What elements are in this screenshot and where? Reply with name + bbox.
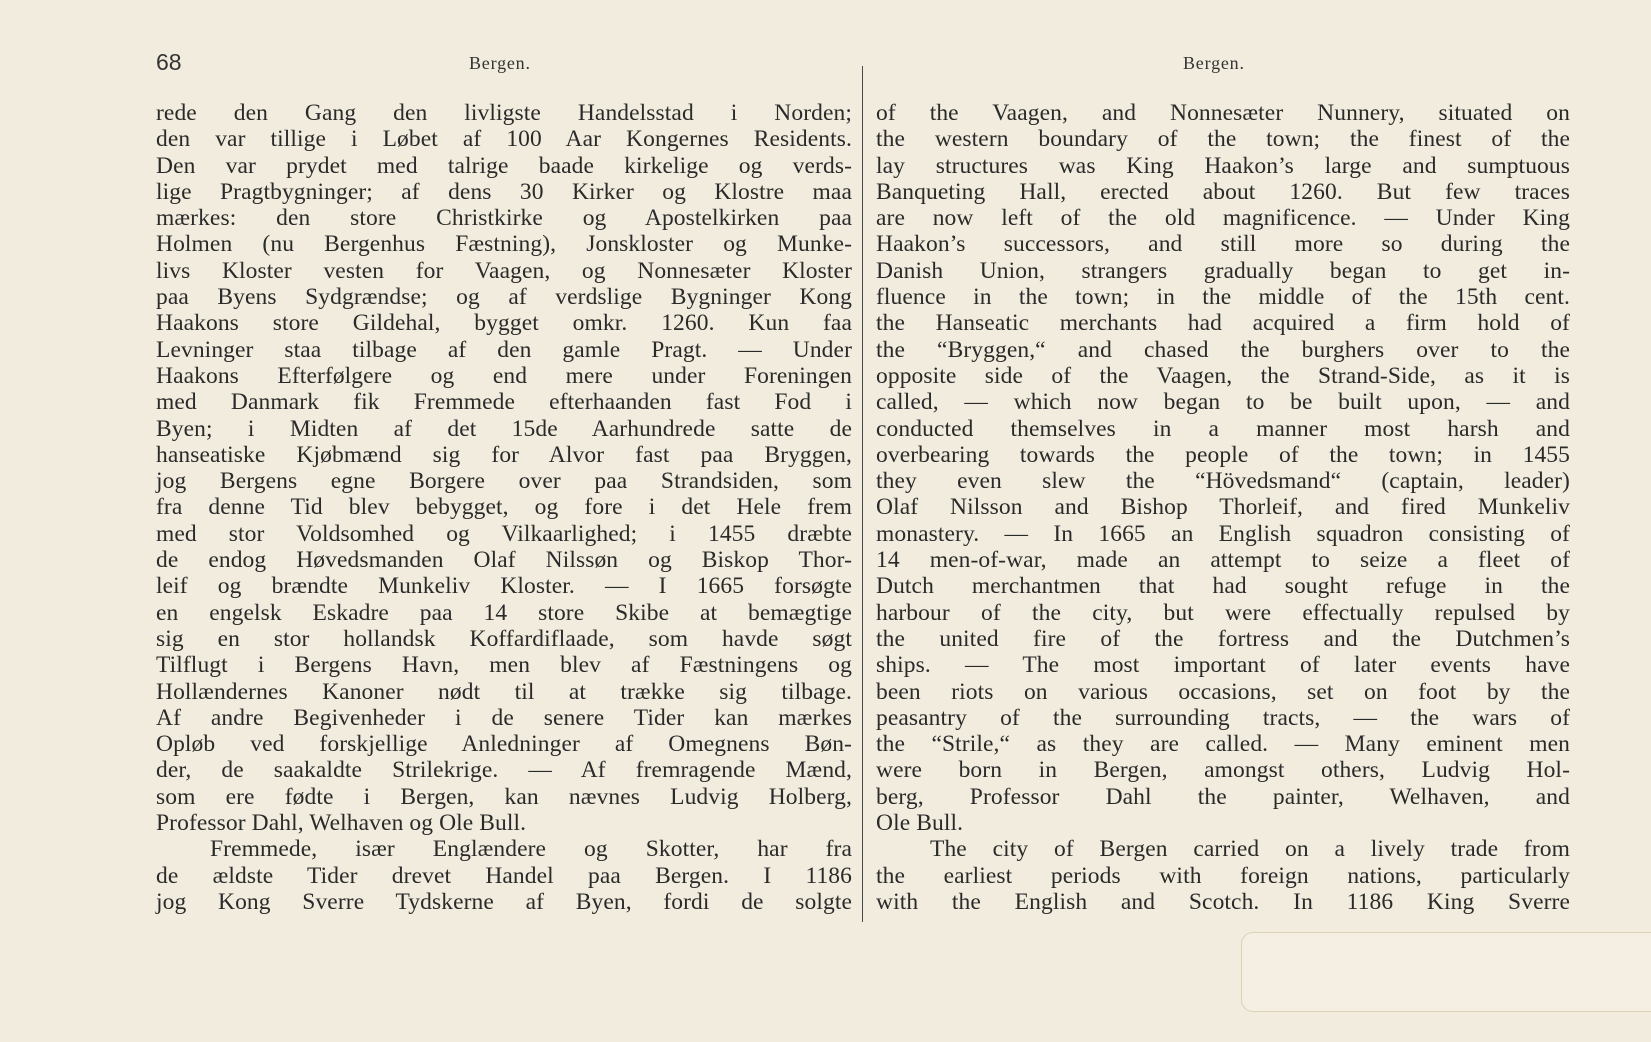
norwegian-text-line: de endog Høvedsmanden Olaf Nilssøn og Biskop Thor- [156, 547, 852, 574]
norwegian-text-line: en engelsk Eskadre paa 14 store Skibe at bemægtige [156, 599, 852, 626]
english-text-line: of the Vaagen, and Nonnesæter Nunnery, situated on [876, 100, 1570, 126]
english-text-column [876, 100, 1570, 915]
english-text-line: Danish Union, strangers gradually began to get in- [876, 257, 1570, 284]
english-text-line: Haakon’s successors, and still more so during the [876, 231, 1570, 258]
english-text-line: ships. — The most important of later events have [876, 652, 1570, 679]
english-text-line: are now left of the old magnificence. — Under King [876, 205, 1570, 232]
english-text-line: the earliest periods with foreign nations, particularly [876, 862, 1570, 889]
norwegian-text-line: Opløb ved forskjellige Anledninger af Omegnens Bøn- [156, 731, 852, 758]
norwegian-text-line: sig en stor hollandsk Koffardiflaade, som havde søgt [156, 625, 852, 652]
english-text-line: been riots on various occasions, set on foot by the [876, 678, 1570, 705]
norwegian-text-line: Fremmede, især Englændere og Skotter, har fra [210, 836, 852, 863]
norwegian-text-line: leif og brændte Munkeliv Kloster. — I 1665 forsøgte [156, 573, 852, 600]
norwegian-text-line: som ere fødte i Bergen, kan nævnes Ludvig Holberg, [156, 783, 852, 810]
norwegian-text-line: Haakons Efterfølgere og end mere under Foreningen [156, 362, 852, 389]
english-text-line: 14 men-of-war, made an attempt to seize a fleet of [876, 547, 1570, 574]
paper-slip [1241, 932, 1651, 1012]
english-text-line: the western boundary of the town; the finest of the [876, 126, 1570, 153]
english-text-line: with the English and Scotch. In 1186 King Sverre [876, 888, 1570, 915]
english-text-line: called, — which now began to be built upon, — and [876, 389, 1570, 416]
norwegian-text-line: med Danmark fik Fremmede efterhaanden fast Fod i [156, 389, 852, 416]
english-text-line: The city of Bergen carried on a lively trade from [930, 836, 1570, 863]
english-text-line: were born in Bergen, amongst others, Ludvig Hol- [876, 757, 1570, 784]
english-text-line: the “Strile,“ as they are called. — Many eminent men [876, 731, 1570, 758]
english-text-line: the “Bryggen,“ and chased the burghers over to the [876, 336, 1570, 363]
english-text-line: Banqueting Hall, erected about 1260. But few traces [876, 178, 1570, 205]
norwegian-text-line: jog Bergens egne Borgere over paa Strandsiden, som [156, 468, 852, 495]
norwegian-text-line: Af andre Begivenheder i de senere Tider kan mærkes [156, 704, 852, 731]
norwegian-text-line: fra denne Tid blev bebygget, og fore i det Hele frem [156, 494, 852, 521]
english-text-line: the united fire of the fortress and the Dutchmen’s [876, 625, 1570, 652]
norwegian-text-line: der, de saakaldte Strilekrige. — Af fremragende Mænd, [156, 757, 852, 784]
norwegian-text-line: hanseatiske Kjøbmænd sig for Alvor fast paa Bryggen, [156, 441, 852, 468]
norwegian-text-line: livs Kloster vesten for Vaagen, og Nonnesæter Kloster [156, 257, 852, 284]
english-text-line: monastery. — In 1665 an English squadron consisting of [876, 520, 1570, 547]
english-text-line: they even slew the “Hövedsmand“ (captain, leader) [876, 468, 1570, 495]
english-text-line: Olaf Nilsson and Bishop Thorleif, and fired Munkeliv [876, 494, 1570, 521]
english-text-line: Dutch merchantmen that had sought refuge in the [876, 573, 1570, 600]
norwegian-text-line: lige Pragtbygninger; af dens 30 Kirker og Klostre maa [156, 178, 852, 205]
norwegian-text-line: de ældste Tider drevet Handel paa Bergen. I 1186 [156, 862, 852, 889]
norwegian-text-line: rede den Gang den livligste Handelsstad i Norden; [156, 100, 852, 126]
norwegian-text-line: Byen; i Midten af det 15de Aarhundrede satte de [156, 415, 852, 442]
norwegian-text-line: den var tillige i Løbet af 100 Aar Kongernes Residents. [156, 126, 852, 153]
norwegian-text-line: Holmen (nu Bergenhus Fæstning), Jonskloster og Munke- [156, 231, 852, 258]
page-number: 68 [156, 49, 182, 75]
english-text-line: harbour of the city, but were effectually repulsed by [876, 599, 1570, 626]
english-text-line: peasantry of the surrounding tracts, — the wars of [876, 704, 1570, 731]
norwegian-text-line: Hollændernes Kanoner nødt til at trække sig tilbage. [156, 678, 852, 705]
norwegian-text-line: Tilflugt i Bergens Havn, men blev af Fæstningens og [156, 652, 852, 679]
norwegian-text-line: Haakons store Gildehal, bygget omkr. 1260. Kun faa [156, 310, 852, 337]
norwegian-text-column [156, 100, 852, 915]
english-text-line: overbearing towards the people of the town; in 1455 [876, 441, 1570, 468]
norwegian-text-line: mærkes: den store Christkirke og Apostelkirken paa [156, 205, 852, 232]
norwegian-text-line: Den var prydet med talrige baade kirkelige og verds- [156, 152, 852, 179]
norwegian-text-line: med stor Voldsomhed og Vilkaarlighed; i 1455 dræbte [156, 520, 852, 547]
english-text-line: fluence in the town; in the middle of the 15th cent. [876, 284, 1570, 311]
running-header-right: Bergen. [1183, 53, 1245, 73]
english-text-line: Ole Bull. [876, 810, 964, 837]
english-text-line: opposite side of the Vaagen, the Strand-Side, as it is [876, 362, 1570, 389]
norwegian-text-line: jog Kong Sverre Tydskerne af Byen, fordi de solgte [156, 888, 852, 915]
english-text-line: the Hanseatic merchants had acquired a firm hold of [876, 310, 1570, 337]
english-text-line: lay structures was King Haakon’s large and sumptuous [876, 152, 1570, 179]
english-text-line: berg, Professor Dahl the painter, Welhaven, and [876, 783, 1570, 810]
running-header-left: Bergen. [469, 53, 531, 73]
norwegian-text-line: Professor Dahl, Welhaven og Ole Bull. [156, 810, 527, 837]
norwegian-text-line: Levninger staa tilbage af den gamle Pragt. — Under [156, 336, 852, 363]
english-text-line: conducted themselves in a manner most harsh and [876, 415, 1570, 442]
norwegian-text-line: paa Byens Sydgrændse; og af verdslige Bygninger Kong [156, 284, 852, 311]
column-divider [862, 66, 863, 922]
